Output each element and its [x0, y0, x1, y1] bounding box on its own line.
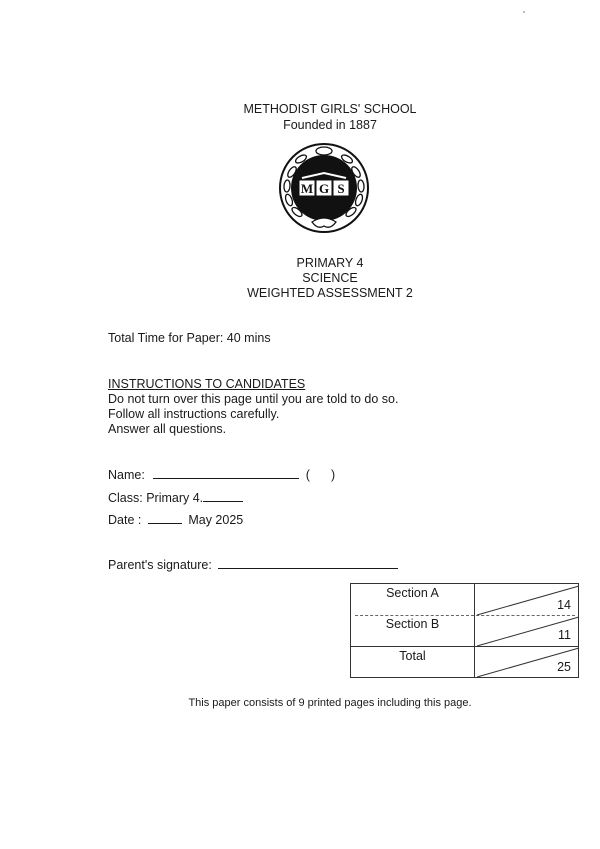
school-crest-logo	[278, 142, 370, 234]
instruction-line-1: Do not turn over this page until you are told to do so.	[108, 392, 399, 406]
table-row-total-marks: 25	[557, 660, 571, 674]
index-close-paren: )	[330, 468, 336, 482]
founded-year: Founded in 1887	[283, 118, 377, 132]
name-row	[108, 467, 335, 483]
exam-assessment-title: WEIGHTED ASSESSMENT 2	[247, 286, 413, 300]
crest-icon	[278, 142, 370, 234]
name-label: Name:	[108, 468, 145, 482]
total-time: Total Time for Paper: 40 mins	[108, 331, 271, 345]
parent-signature-label: Parent's signature:	[108, 558, 212, 572]
class-row	[108, 490, 243, 506]
marks-table	[350, 583, 579, 678]
table-row-total-label: Total	[399, 649, 426, 663]
index-open-paren: (	[305, 468, 310, 482]
instructions-heading: INSTRUCTIONS TO CANDIDATES	[108, 377, 306, 391]
crest-letter-g: G	[318, 181, 330, 196]
table-row-section-b-label: Section B	[385, 617, 440, 631]
instruction-line-3: Answer all questions.	[108, 422, 227, 436]
scan-speck	[523, 11, 525, 13]
exam-subject: SCIENCE	[302, 271, 358, 285]
table-row-section-b-marks: 11	[558, 628, 571, 642]
instruction-line-2: Follow all instructions carefully.	[108, 407, 280, 421]
exam-level: PRIMARY 4	[296, 256, 364, 270]
table-row-section-a-label: Section A	[386, 586, 439, 600]
school-name: METHODIST GIRLS' SCHOOL	[243, 102, 417, 116]
class-label: Class: Primary 4.	[108, 491, 204, 505]
table-row-section-a-marks: 14	[557, 598, 571, 612]
crest-letter-s: S	[337, 181, 345, 196]
date-label: Date :	[108, 513, 142, 527]
crest-letter-m: M	[300, 181, 314, 196]
page-count-note: This paper consists of 9 printed pages including this page.	[188, 697, 472, 709]
date-month-year: May 2025	[188, 513, 244, 527]
parent-signature-field[interactable]	[218, 557, 398, 569]
class-field[interactable]	[203, 490, 243, 502]
date-row	[108, 512, 243, 528]
date-day-field[interactable]	[148, 512, 182, 524]
name-field[interactable]	[153, 467, 299, 479]
parent-signature-row	[108, 557, 398, 573]
